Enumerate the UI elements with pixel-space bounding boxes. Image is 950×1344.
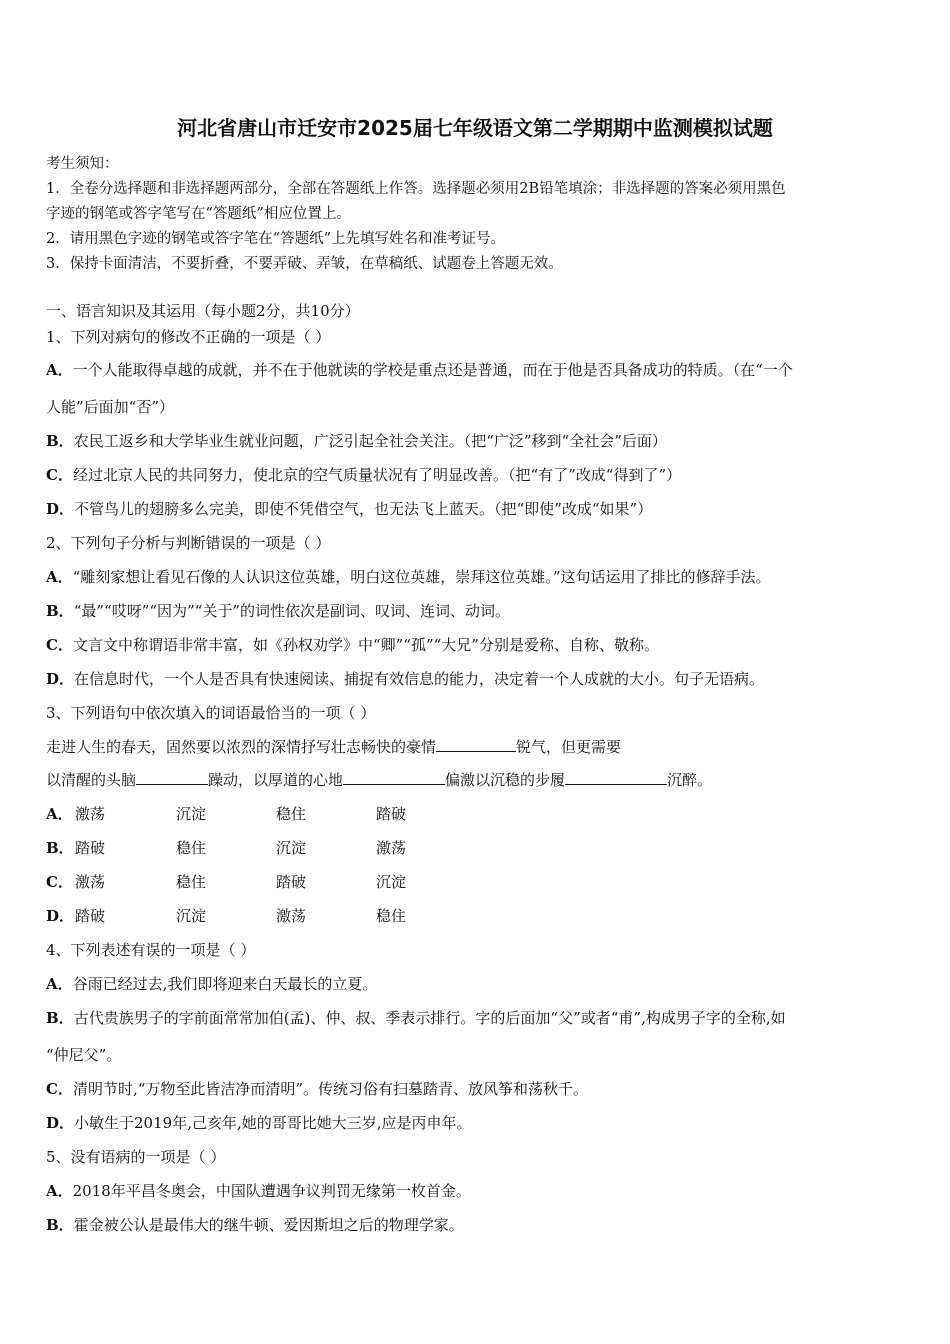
question-4-option-b	[46, 1007, 786, 1028]
page-title: 河北省唐山市迁安市2025届七年级语文第二学期期中监测模拟试题	[177, 116, 773, 140]
notice-item-2: 2．请用黑色字迹的钢笔或答字笔在“答题纸”上先填写姓名和准考证号。	[46, 231, 506, 247]
question-1-stem: 1、下列对病句的修改不正确的一项是（ ）	[46, 328, 331, 346]
option-label: D．	[46, 907, 75, 925]
question-3-passage-line-2	[46, 769, 712, 790]
option-label: C．	[46, 873, 73, 891]
option-label: C．	[46, 466, 73, 484]
option-text: 小敏生于2019年,己亥年,她的哥哥比她大三岁,应是丙申年。	[74, 1114, 472, 1132]
option-label: D．	[46, 670, 75, 688]
question-4-option-a	[46, 973, 377, 994]
option-word: 激荡	[376, 839, 407, 857]
passage-text: 躁动，以厚道的心地	[208, 771, 344, 789]
option-label: B．	[46, 1216, 74, 1234]
option-text: 古代贵族男子的字前面常常加伯(孟)、仲、叔、季表示排行。字的后面加“父”或者“甫”,构成男子字的全称,如	[73, 1009, 786, 1027]
option-label: A．	[46, 361, 73, 379]
fill-blank-2[interactable]	[136, 770, 208, 785]
question-4-option-d	[46, 1112, 472, 1133]
option-label: B．	[46, 1009, 74, 1027]
question-5-stem: 5、没有语病的一项是（ ）	[46, 1148, 226, 1166]
option-label: B．	[46, 839, 74, 857]
option-word: 激荡	[276, 907, 307, 925]
question-5-option-a	[46, 1180, 471, 1201]
option-word: 沉淀	[176, 805, 207, 823]
question-2-option-b	[46, 600, 510, 621]
option-label: A．	[46, 805, 73, 823]
option-word: 稳住	[376, 907, 407, 925]
notice-item-1: 1．全卷分选择题和非选择题两部分，全部在答题纸上作答。选择题必须用2B铅笔填涂；非选择题的答案必须用黑色	[46, 181, 786, 197]
option-text: 农民工返乡和大学毕业生就业问题，广泛引起全社会关注。（把“广泛”移到“全社会”后面）	[73, 432, 667, 450]
passage-text: 偏激以沉稳的步履	[445, 771, 566, 789]
option-label: D．	[46, 1114, 75, 1132]
section-heading: 一、语言知识及其运用（每小题2分，共10分）	[46, 302, 360, 320]
notice-item-3: 3．保持卡面清洁，不要折叠，不要弄破、弄皱，在草稿纸、试题卷上答题无效。	[46, 256, 563, 272]
option-text: 清明节时,“万物至此皆洁净而清明”。传统习俗有扫墓踏青、放风筝和荡秋千。	[72, 1080, 589, 1098]
option-text: 经过北京人民的共同努力，使北京的空气质量状况有了明显改善。（把“有了”改成“得到了”）	[72, 466, 682, 484]
question-4-stem: 4、下列表述有误的一项是（ ）	[46, 941, 256, 959]
option-label: A．	[46, 1182, 73, 1200]
question-2-stem: 2、下列句子分析与判断错误的一项是（ ）	[46, 534, 331, 552]
fill-blank-1[interactable]	[436, 737, 516, 752]
question-1-option-a	[46, 359, 793, 380]
question-1-option-c	[46, 464, 681, 485]
question-4-option-b-cont: “仲尼父”。	[46, 1046, 122, 1064]
question-2-option-c	[46, 634, 659, 655]
option-word: 踏破	[75, 839, 106, 857]
passage-text: 走进人生的春天，固然要以浓烈的深情抒写壮志畅快的豪情	[46, 738, 437, 756]
option-text: 2018年平昌冬奥会，中国队遭遇争议判罚无缘第一枚首金。	[72, 1182, 471, 1200]
notice-heading: 考生须知：	[46, 156, 119, 172]
option-label: B．	[46, 432, 74, 450]
option-text: 谷雨已经过去,我们即将迎来白天最长的立夏。	[72, 975, 378, 993]
fill-blank-4[interactable]	[565, 770, 667, 785]
option-text: 文言文中称谓语非常丰富，如《孙权劝学》中“卿”“孤”“大兄”分别是爱称、自称、敬称。	[72, 636, 659, 654]
option-word: 激荡	[75, 805, 106, 823]
option-text: 不管鸟儿的翅膀多么完美，即使不凭借空气，也无法飞上蓝天。（把“即使”改成“如果”）	[74, 500, 653, 518]
option-label: A．	[46, 568, 73, 586]
question-1-option-d	[46, 498, 652, 519]
option-word: 激荡	[75, 873, 106, 891]
option-text: 在信息时代，一个人是否具有快速阅读、捕捉有效信息的能力，决定着一个人成就的大小。句子无语病。	[74, 670, 765, 688]
option-word: 踏破	[75, 907, 106, 925]
question-1-option-a-cont: 人能”后面加“否”）	[46, 398, 175, 416]
option-text: “最”“哎呀”“因为”“关于”的词性依次是副词、叹词、连词、动词。	[73, 602, 511, 620]
question-5-option-b	[46, 1214, 464, 1235]
option-word: 踏破	[276, 873, 307, 891]
question-2-option-d	[46, 668, 764, 689]
option-label: A．	[46, 975, 73, 993]
option-word: 稳住	[176, 873, 207, 891]
passage-text: 锐气，但更需要	[516, 738, 622, 756]
passage-text: 以清醒的头脑	[46, 771, 137, 789]
notice-item-1-cont: 字迹的钢笔或答字笔写在“答题纸”相应位置上。	[46, 206, 351, 222]
option-word: 稳住	[276, 805, 307, 823]
option-text: “雕刻家想让看见石像的人认识这位英雄，明白这位英雄，崇拜这位英雄。”这句话运用了排比的修辞手法。	[72, 568, 771, 586]
option-word: 稳住	[176, 839, 207, 857]
question-1-option-b	[46, 430, 667, 451]
question-3-stem: 3、下列语句中依次填入的词语最恰当的一项（ ）	[46, 704, 376, 722]
option-text: 一个人能取得卓越的成就，并不在于他就读的学校是重点还是普通，而在于他是否具备成功的特质。（在“一个	[72, 361, 793, 379]
option-word: 沉淀	[376, 873, 407, 891]
option-label: B．	[46, 602, 74, 620]
option-text: 霍金被公认是最伟大的继牛顿、爱因斯坦之后的物理学家。	[73, 1216, 464, 1234]
option-word: 踏破	[376, 805, 407, 823]
option-label: D．	[46, 500, 75, 518]
question-3-passage-line-1	[46, 736, 621, 757]
option-label: C．	[46, 1080, 73, 1098]
question-2-option-a	[46, 566, 770, 587]
question-4-option-c	[46, 1078, 588, 1099]
option-label: C．	[46, 636, 73, 654]
fill-blank-3[interactable]	[343, 770, 445, 785]
option-word: 沉淀	[176, 907, 207, 925]
passage-text: 沉醉。	[667, 771, 713, 789]
option-word: 沉淀	[276, 839, 307, 857]
